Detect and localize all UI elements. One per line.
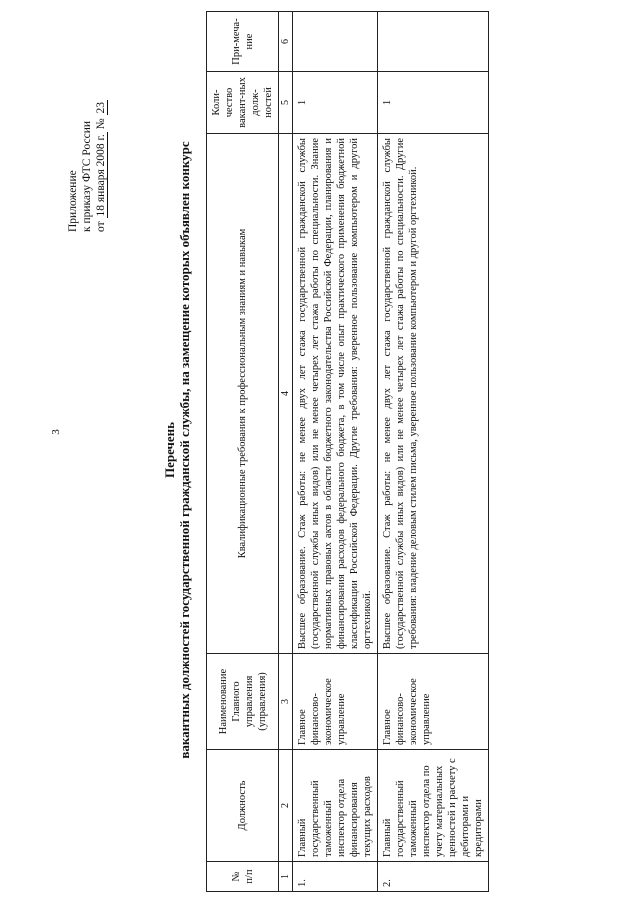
row-position: Главный государственный таможенный инспектор отдела по учету материальных ценностей и расчету с дебиторами и кредиторами	[378, 750, 489, 862]
header-position: Должность	[207, 750, 279, 862]
row-requirements: Высшее образование. Стаж работы: не менее двух лет стажа государственной гражданской службы (государственной службы иных видов) или не менее четырех лет стажа работы по специальности. Знание нормативных правовых актов в области бюджетного законодательства Российской Федерации, планирования и финансирования расходов федерального бюджета, в том числе опыт практического применения бюджетной классификации Российской Федерации. Другие требования: уверенное пользование компьютером и другой оргтехникой.	[293, 134, 378, 654]
table-row	[293, 12, 378, 892]
document-title	[162, 80, 192, 820]
header-note: При-меча-ние	[207, 12, 279, 72]
row-department: Главное финансово-экономическое управление	[378, 654, 489, 750]
order-number: 23	[95, 101, 107, 114]
column-number: 6	[279, 12, 293, 72]
table-row	[378, 12, 489, 892]
row-requirements: Высшее образование. Стаж работы: не менее двух лет стажа государственной гражданской службы (государственной службы иных видов) или не менее четырех лет стажа работы по специальности. Другие требования: владение деловым стилем письма, уверенное пользование компьютером и другой оргтехникой.	[378, 134, 489, 654]
row-count: 1	[293, 72, 378, 134]
column-number: 5	[279, 72, 293, 134]
header-count: Коли-чество вакант-ных долж-ностей	[207, 72, 279, 134]
appendix-block	[66, 100, 108, 232]
column-number: 4	[279, 134, 293, 654]
row-note	[378, 12, 489, 72]
row-department: Главное финансово-экономическое управление	[293, 654, 378, 750]
number-prefix: №	[95, 118, 107, 130]
appendix-label: Приложение	[67, 170, 79, 232]
column-number-row	[279, 12, 293, 892]
appendix-date-line	[94, 100, 108, 232]
column-number: 3	[279, 654, 293, 750]
row-note	[293, 12, 378, 72]
date-prefix: от	[95, 221, 107, 232]
table-header-row	[207, 12, 279, 892]
row-position: Главный государственный таможенный инспектор отдела финансирования текущих расходов	[293, 750, 378, 862]
column-number: 2	[279, 750, 293, 862]
row-num: 1.	[293, 862, 378, 892]
page-number: 3	[50, 429, 62, 435]
title-line-1: Перечень	[162, 421, 177, 479]
vacancies-table	[206, 11, 489, 892]
title-line-2: вакантных должностей государственной гражданской службы, на замещение которых объявлен конкурс	[177, 141, 192, 759]
row-num: 2.	[378, 862, 489, 892]
appendix-order-ref: к приказу ФТС России	[81, 121, 93, 232]
order-date: 18 января 2008 г.	[95, 134, 107, 217]
header-department: Наименование Главного управления (управления)	[207, 654, 279, 750]
header-requirements: Квалификационные требования к профессиональным знаниям и навыкам	[207, 134, 279, 654]
row-count: 1	[378, 72, 489, 134]
column-number: 1	[279, 862, 293, 892]
header-num: № п/п	[207, 862, 279, 892]
